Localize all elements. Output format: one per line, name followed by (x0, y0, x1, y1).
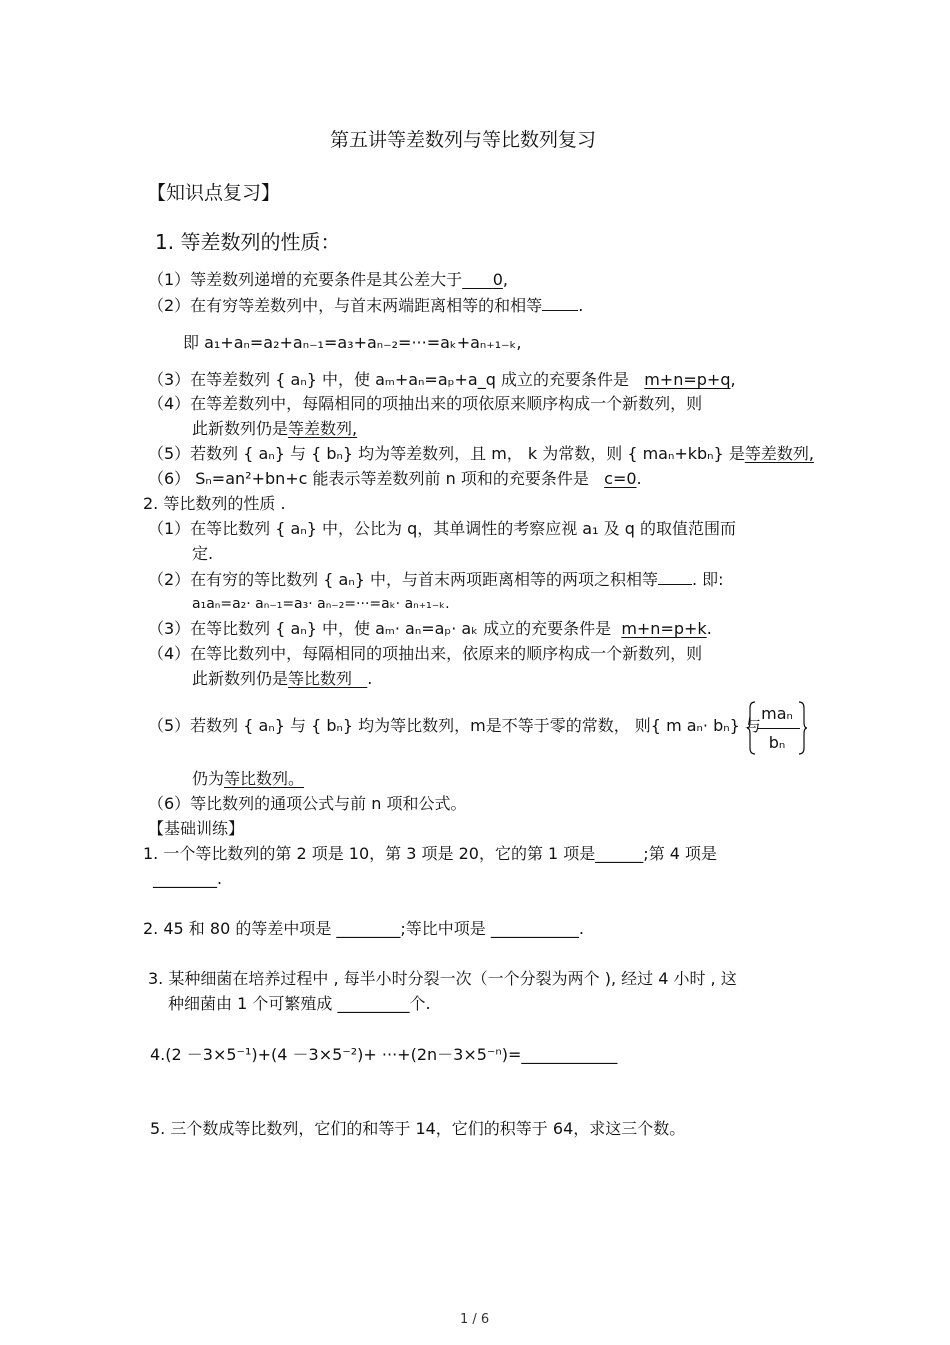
s2-item3: （3）在等比数列 { aₙ} 中，使 aₘ· aₙ=aₚ· aₖ 成立的充要条件是 m+n=p+k. (148, 619, 712, 638)
page-number: 1 / 6 (460, 1312, 490, 1327)
s2-item2-formula: a₁aₙ=a₂· aₙ₋₁=a₃· aₙ₋₂=···=aₖ· aₙ₊₁₋ₖ. (192, 596, 450, 612)
fraction-numerator: maₙ (761, 704, 793, 723)
s1-item1-text: （1）等差数列递增的充要条件是其公差大于 (148, 270, 463, 289)
s2-item6: （6）等比数列的通项公式与前 n 项和公式。 (148, 794, 467, 813)
exercise-2: 2. 45 和 80 的等差中项是 ________;等比中项是 ___________. (143, 919, 584, 938)
s1-item2: （2）在有穷等差数列中，与首末两端距离相等的和相等 . (148, 296, 584, 315)
s1-item5: （5）若数列 { aₙ} 与 { bₙ} 均为等差数列，且 m， k 为常数，则 { maₙ+kbₙ} 是等差数列, (148, 444, 814, 463)
s1-item3-answer: m+n=p+q (644, 370, 731, 389)
basic-heading: 【基础训练】 (148, 819, 245, 838)
s2-item5: （5）若数列 { aₙ} 与 { bₙ} 均为等比数列，m是不等于零的常数， 则{ m aₙ· bₙ} 与 (148, 716, 761, 735)
s1-item6: （6） Sₙ=an²+bn+c 能表示等差数列前 n 项和的充要条件是 c=0. (148, 469, 642, 488)
s1-item4-cont: 此新数列仍是等差数列, (192, 419, 358, 438)
s1-item2-formula: 即 a₁+aₙ=a₂+aₙ₋₁=a₃+aₙ₋₂=···=aₖ+aₙ₊₁₋ₖ, (183, 333, 522, 352)
blank (658, 569, 692, 585)
s1-item6-answer: c=0 (604, 469, 637, 488)
review-heading: 【知识点复习】 (147, 182, 281, 204)
s2-item5-cont: 仍为等比数列。 (192, 769, 305, 788)
fraction (746, 700, 808, 756)
s1-item4: （4）在等差数列中，每隔相同的项抽出来的项依原来顺序构成一个新数列，则 (148, 394, 703, 413)
s2-item1-cont: 定. (192, 544, 214, 563)
s1-item4-answer: 等差数列, (288, 419, 358, 438)
s2-item3-answer: m+n=p+k (621, 619, 707, 638)
exercise-4: 4.(2 －3×5⁻¹)+(4 －3×5⁻²)+ ···+(2n－3×5⁻ⁿ)=____________ (150, 1045, 618, 1064)
s1-item2-text: （2）在有穷等差数列中，与首末两端距离相等的和相等 (148, 296, 543, 315)
right-brace-icon (798, 700, 808, 756)
s1-item1-answer: 0 (492, 270, 503, 289)
s2-item2: （2）在有穷的等比数列 { aₙ} 中，与首末两项距离相等的两项之积相等 . 即: (148, 570, 724, 589)
blank (542, 295, 578, 311)
s1-item5-answer: 等差数列, (744, 444, 814, 463)
exercise-3-cont: 种细菌由 1 个可繁殖成 _________个. (168, 994, 431, 1013)
s2-item4-answer: 等比数列 (288, 669, 353, 688)
fraction-denominator: bₙ (768, 733, 786, 752)
s1-item1: （1）等差数列递增的充要条件是其公差大于 0, (148, 270, 508, 289)
s2-item1: （1）在等比数列 { aₙ} 中，公比为 q，其单调性的考察应视 a₁ 及 q 的取值范围而 (148, 519, 736, 538)
page-title: 第五讲等差数列与等比数列复习 (330, 129, 597, 151)
s2-item5-answer: 等比数列。 (224, 769, 305, 788)
exercise-3: 3. 某种细菌在培养过程中 , 每半小时分裂一次（一个分裂为两个 ), 经过 4 小时 , 这 (148, 969, 737, 988)
section2-heading: 2. 等比数列的性质 . (143, 494, 286, 513)
s1-item3-text: （3）在等差数列 { aₙ} 中，使 aₘ+aₙ=aₚ+a_q 成立的充要条件是 (148, 370, 629, 389)
fraction-bar (758, 728, 800, 729)
exercise-1-cont: ________. (153, 869, 223, 888)
s2-item4: （4）在等比数列中，每隔相同的项抽出来，依原来的顺序构成一个新数列，则 (148, 644, 703, 663)
s1-item3: （3）在等差数列 { aₙ} 中，使 aₘ+aₙ=aₚ+a_q 成立的充要条件是 m+n=p+q, (148, 370, 736, 389)
s2-item4-cont: 此新数列仍是等比数列 . (192, 669, 373, 688)
exercise-1: 1. 一个等比数列的第 2 项是 10，第 3 项是 20，它的第 1 项是______;第 4 项是 (143, 844, 718, 863)
section1-heading: 1. 等差数列的性质： (155, 230, 341, 254)
exercise-5: 5. 三个数成等比数列，它们的和等于 14，它们的积等于 64，求这三个数。 (150, 1119, 686, 1138)
